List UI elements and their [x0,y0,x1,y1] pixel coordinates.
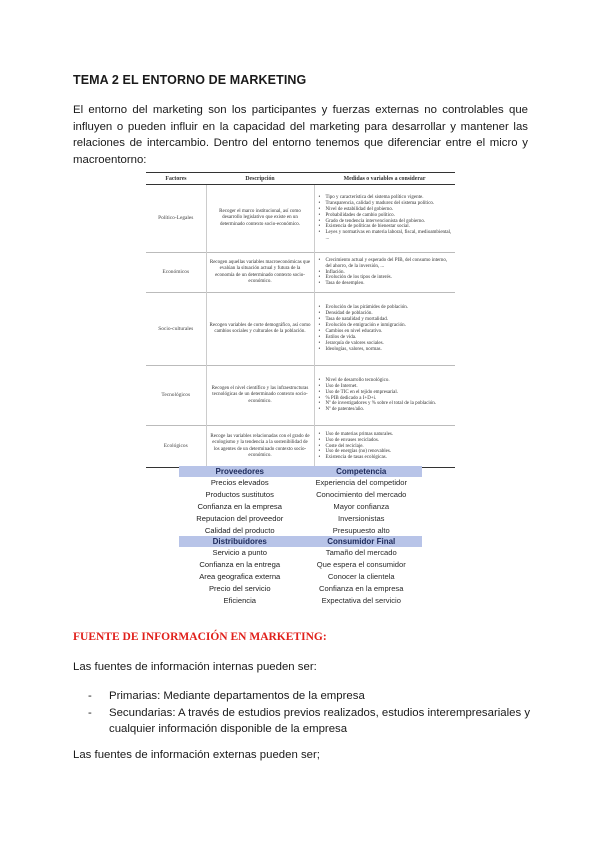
table-cell: Area geografica externa [199,571,281,581]
measures-cell [314,293,455,366]
list-item: • Ideologías, valores, normas. [326,347,453,353]
factor-cell: Ecológicos [146,426,206,468]
table-row [146,366,455,426]
header-proveedores: Proveedores [215,467,264,476]
measures-cell [314,185,455,253]
list-item: • Existencia de políticas de bienestar social. [326,224,453,230]
list-item-text: Secundarias: A través de estudios previos realizados, estudios interempresariales y cualquier información disponible de la empresa [109,706,531,736]
list-item: • Coste del reciclaje. [326,444,453,450]
factor-cell: Tecnológicos [146,366,206,426]
table-cell: Que espera el consumidor [316,560,406,570]
measures-cell [314,253,455,293]
table-row [179,547,422,559]
factor-cell: Económicos [146,253,206,293]
table-cell: Expectativa del servicio [321,595,401,605]
table-cell: Confianza en la entrega [199,560,281,570]
list-item: • Evolución de las pirámides de población. [326,305,453,311]
table-cell: Precios elevados [210,478,269,488]
list-item: • Uso de energías (no) renovables. [326,449,453,455]
table-cell: Confianza en la empresa [197,501,282,511]
table-cell: Mayor confianza [333,501,390,511]
list-item: • Nº de patentes/año. [326,407,453,413]
list-item: • Tipo y característica del sistema político vigente. [326,195,453,201]
table-cell: Eficiencia [223,595,256,605]
header-row-bottom [179,536,422,547]
list-item-text: Primarias: Mediante departamentos de la empresa [109,690,365,702]
list-item [88,705,533,738]
list-item: • Uso de envases reciclados. [326,438,453,444]
macroentorno-table [146,172,455,461]
table-row [179,524,422,536]
list-item: • Leyes y normativas en materia laboral, fiscal, medioambiental, ... [326,230,453,242]
factor-cell: Socio-culturales [146,293,206,366]
table-cell: Confianza en la empresa [319,583,404,593]
list-item: • Uso de Internet. [326,384,453,390]
table-cell: Conocer la clientela [327,571,395,581]
list-dash: - [88,706,92,719]
measures-cell [314,426,455,468]
table-row [146,426,455,468]
table-row [179,571,422,583]
header-factores: Factores [146,173,206,185]
header-distribuidores: Distribuidores [212,536,267,546]
table-cell: Presupuesto alto [332,525,390,535]
table-row [146,185,455,253]
table-row [179,559,422,571]
header-descripcion: Descripción [206,173,314,185]
internal-sources-list [88,688,533,738]
header-medidas: Medidas o variables a considerar [314,173,455,185]
table-row [179,501,422,513]
table-row [179,477,422,489]
table-cell: Productos sustitutos [205,490,274,500]
header-row-top [179,466,422,477]
description-cell: Recogen aquellas variables macroeconómicas que evalúan la situación actual y futura de la economía de un determinado contexto socio-económico. [206,253,314,293]
list-item: • Transparencia, calidad y madurez del sistema político. [326,201,453,207]
list-item: • Cambios en nivel educativo. [326,329,453,335]
list-item: • Probabilidades de cambio político. [326,213,453,219]
list-item: • Evolución de emigración e inmigración. [326,323,453,329]
list-item [88,688,533,705]
list-dash: - [88,690,92,702]
factor-cell: Político-Legales [146,185,206,253]
table-cell: Precio del servicio [208,583,271,593]
microentorno-table [179,466,422,612]
description-cell: Recoge las variables relacionadas con el grado de ecologismo y la tendencia a la sostenibilidad de los agentes de un determinado contexto socio-económico. [206,426,314,468]
header-competencia: Competencia [336,467,387,476]
table-row [146,293,455,366]
table-row [179,489,422,501]
table-cell: Experiencia del competidor [315,478,408,488]
list-item: • Uso de TIC en el tejido empresarial. [326,390,453,396]
page-title: TEMA 2 EL ENTORNO DE MARKETING [73,73,307,87]
list-item: • Jerarquía de valores sociales. [326,341,453,347]
description-cell: Recoger el marco institucional, así como desarrollo legislativo que existe en un determinado contexto socio-económico. [206,185,314,253]
list-item: • Evolución de los tipos de interés. [326,275,453,281]
internal-intro: Las fuentes de información internas pueden ser: [73,661,317,673]
table-cell: Tamaño del mercado [325,548,397,558]
list-item: • Inflación. [326,270,453,276]
table-row [179,512,422,524]
list-item: • Nivel de estabilidad del gobierno. [326,207,453,213]
list-item: • Tasa de desempleo. [326,281,453,287]
list-item: • Nº de investigadores y % sobre el total de la población. [326,401,453,407]
table-cell: Inversionistas [338,513,385,523]
list-item: • Densidad de población. [326,311,453,317]
table-cell: Reputacion del proveedor [196,513,284,523]
list-item: • Nivel de desarrollo tecnológico. [326,378,453,384]
table-row [179,582,422,594]
header-consumidor-final: Consumidor Final [327,536,396,546]
list-item: • Uso de materias primas naturales. [326,432,453,438]
table-cell: Conocimiento del mercado [316,490,407,500]
description-cell: Recogen variables de corte demográfico, así como cambios sociales y culturales de la población. [206,293,314,366]
list-item: • Existencia de tasas ecológicas. [326,455,453,461]
section-title-fuente: FUENTE DE INFORMACIÓN EN MARKETING: [73,631,327,643]
list-item: • % PIB dedicado a I+D+i. [326,396,453,402]
table-row [179,594,422,606]
measures-cell [314,366,455,426]
list-item: • Estilos de vida. [326,335,453,341]
intro-paragraph: El entorno del marketing son los participantes y fuerzas externas no controlables que influyen o pueden influir en la capacidad del marketing para desarrollar y mantener las relaciones de intercambio. Dentro del entorno tenemos que diferenciar entre el micro y macroentorno: [73,104,528,166]
table-cell: Calidad del producto [204,525,275,535]
external-intro: Las fuentes de información externas pueden ser; [73,749,320,761]
list-item: • Grado de tendencia intervencionista del gobierno. [326,219,453,225]
list-item: • Tasa de natalidad y mortalidad. [326,317,453,323]
table-row [146,253,455,293]
table-cell: Servicio a punto [212,548,267,558]
list-item: • Crecimiento actual y esperado del PIB, del consumo interno, del ahorro, de la inversión, ... [326,258,453,270]
description-cell: Recogen el nivel científico y las infraestructuras tecnológicas de un determinado contexto socio-económico. [206,366,314,426]
